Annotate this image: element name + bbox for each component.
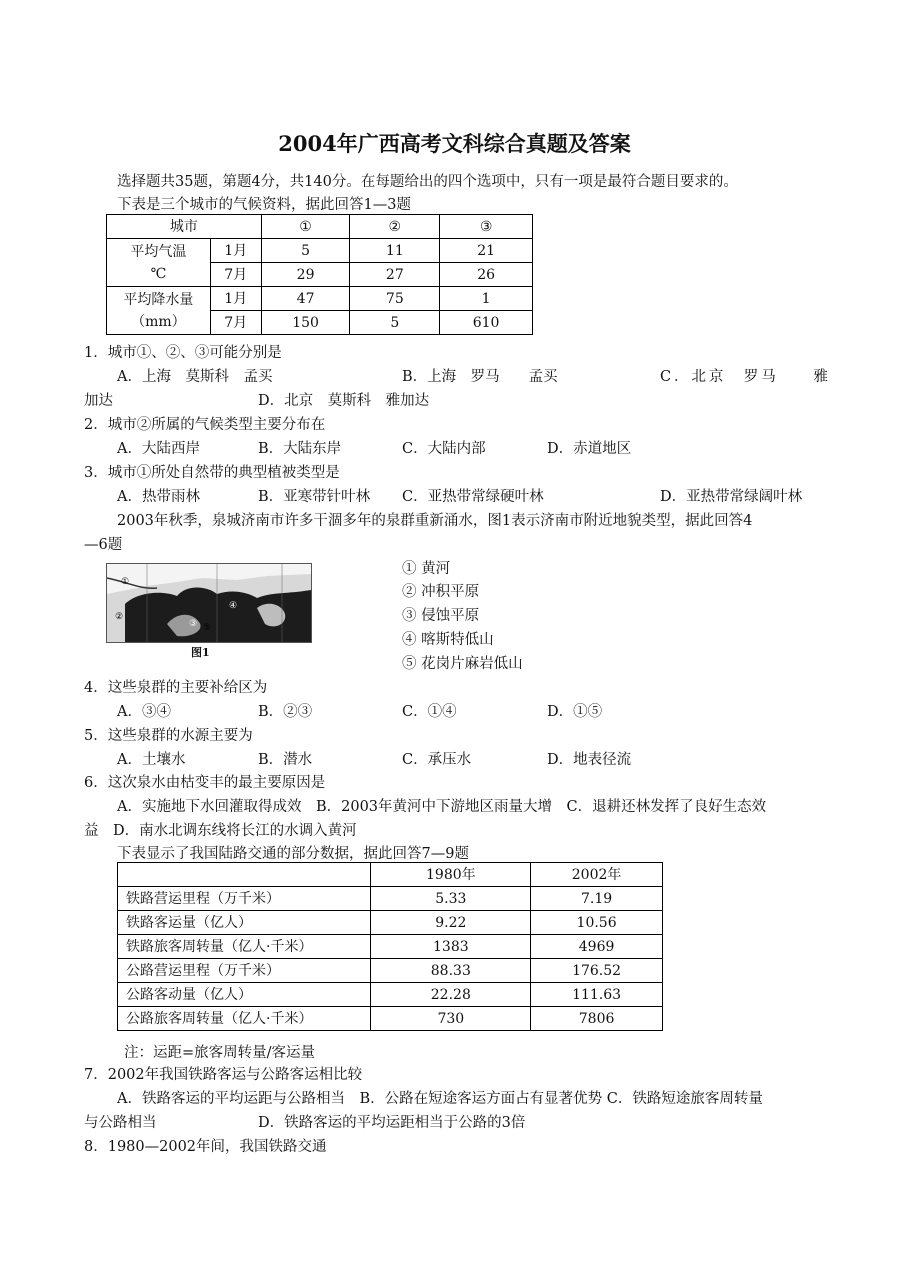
label-line: ℃ xyxy=(150,265,167,282)
row-label-temp xyxy=(107,239,211,287)
q6-stem: 6．这次泉水由枯变丰的最主要原因是 xyxy=(84,775,326,791)
month-cell: 1月 xyxy=(210,239,261,263)
table-cell: 610 xyxy=(440,311,533,335)
table-cell: 铁路客运量（亿人） xyxy=(118,911,371,935)
table-header-cell: ① xyxy=(261,215,350,239)
q4-option-d: D．①⑤ xyxy=(547,704,603,720)
table-header-cell xyxy=(118,863,371,887)
legend-item: ③ 侵蚀平原 xyxy=(402,608,480,624)
table-header-cell: 城市 xyxy=(107,215,262,239)
map-mark: ① xyxy=(121,577,130,587)
q8-stem: 8．1980—2002年间，我国铁路交通 xyxy=(84,1139,327,1155)
q5-option-d: D．地表径流 xyxy=(547,752,632,768)
q3-option-d: D．亚热带常绿阔叶林 xyxy=(660,489,803,505)
q5-option-a: A．土壤水 xyxy=(117,752,186,768)
q5-option-b: B．潜水 xyxy=(258,752,313,768)
legend-item: ① 黄河 xyxy=(402,561,451,577)
table-cell: 88.33 xyxy=(371,959,531,983)
table-cell: 1 xyxy=(440,287,533,311)
q5-stem: 5．这些泉群的水源主要为 xyxy=(84,728,253,744)
label-line: 平均降水量 xyxy=(123,291,194,308)
table-cell: 26 xyxy=(440,263,533,287)
table-header-cell: ③ xyxy=(440,215,533,239)
table-cell: 47 xyxy=(261,287,350,311)
label-line: （mm） xyxy=(131,313,186,330)
q3-option-c: C．亚热带常绿硬叶林 xyxy=(402,489,544,505)
q2-option-b: B．大陆东岸 xyxy=(258,441,342,457)
q2-option-a: A．大陆西岸 xyxy=(117,441,200,457)
table-header-row xyxy=(107,215,533,239)
table-row xyxy=(118,935,663,959)
q3-stem: 3．城市①所处自然带的典型植被类型是 xyxy=(84,465,340,481)
table-cell: 5 xyxy=(350,311,440,335)
table-cell: 11 xyxy=(350,239,440,263)
q7-option-d: D．铁路客运的平均运距相当于公路的3倍 xyxy=(258,1115,526,1131)
row-label-rain xyxy=(107,287,211,335)
map-mark: ④ xyxy=(229,601,238,611)
table1-intro: 下表是三个城市的气候资料，据此回答1—3题 xyxy=(117,197,411,213)
page-title: 2004年广西高考文科综合真题及答案 xyxy=(278,131,631,156)
table-header-row xyxy=(118,863,663,887)
table-cell: 公路旅客周转量（亿人·千米） xyxy=(118,1007,371,1031)
table-header-cell: 1980年 xyxy=(371,863,531,887)
landform-map-graphic xyxy=(107,564,311,642)
q2-option-c: C．大陆内部 xyxy=(402,441,486,457)
table-cell: 1383 xyxy=(371,935,531,959)
table-row xyxy=(118,983,663,1007)
table-cell: 5.33 xyxy=(371,887,531,911)
q6-options-line2: 益 D．南水北调东线将长江的水调入黄河 xyxy=(84,823,357,839)
q2-option-d: D．赤道地区 xyxy=(547,441,632,457)
table-cell: 27 xyxy=(350,263,440,287)
q7-options-line1: A．铁路客运的平均运距与公路相当 B．公路在短途客运方面占有显著优势 C．铁路短途旅客周转量 xyxy=(117,1091,763,1107)
q4-stem: 4．这些泉群的主要补给区为 xyxy=(84,680,268,696)
table-row xyxy=(107,239,533,263)
q7-option-a-cont: 与公路相当 xyxy=(84,1115,157,1131)
table-row xyxy=(107,287,533,311)
table-row xyxy=(118,959,663,983)
table-row xyxy=(118,887,663,911)
table-cell: 29 xyxy=(261,263,350,287)
map-caption: 图1 xyxy=(191,646,210,659)
table-cell: 铁路营运里程（万千米） xyxy=(118,887,371,911)
legend-item: ② 冲积平原 xyxy=(402,584,480,600)
q7-stem: 7．2002年我国铁路客运与公路客运相比较 xyxy=(84,1067,363,1083)
q1-option-c: C．北京 罗马 雅 xyxy=(660,369,828,385)
table-cell: 公路营运里程（万千米） xyxy=(118,959,371,983)
label-line: 平均气温 xyxy=(130,243,187,260)
q4-option-c: C．①④ xyxy=(402,704,457,720)
map-mark: ⑤ xyxy=(203,623,212,633)
month-cell: 7月 xyxy=(210,311,261,335)
table-cell: 公路客动量（亿人） xyxy=(118,983,371,1007)
landform-map xyxy=(106,563,312,643)
q5-option-c: C．承压水 xyxy=(402,752,472,768)
transport-table xyxy=(117,862,663,1031)
table-cell: 4969 xyxy=(531,935,663,959)
map-mark: ② xyxy=(115,612,124,622)
table-header-cell: ② xyxy=(350,215,440,239)
table-cell: 7.19 xyxy=(531,887,663,911)
table-cell: 22.28 xyxy=(371,983,531,1007)
legend-item: ⑤ 花岗片麻岩低山 xyxy=(402,656,523,672)
month-cell: 7月 xyxy=(210,263,261,287)
month-cell: 1月 xyxy=(210,287,261,311)
intro-text: 选择题共35题，第题4分，共140分。在每题给出的四个选项中，只有一项是最符合题目要求的。 xyxy=(117,174,738,190)
table-cell: 111.63 xyxy=(531,983,663,1007)
table-cell: 730 xyxy=(371,1007,531,1031)
q3-option-a: A．热带雨林 xyxy=(117,489,200,505)
q1-option-c-cont: 加达 xyxy=(84,393,113,409)
table2-intro: 下表显示了我国陆路交通的部分数据，据此回答7—9题 xyxy=(117,846,469,862)
q4-option-b: B．②③ xyxy=(258,704,313,720)
passage-2-text: 2003年秋季，泉城济南市许多干涸多年的泉群重新涌水，图1表示济南市附近地貌类型，据此回答4 xyxy=(117,513,753,529)
table-cell: 150 xyxy=(261,311,350,335)
legend-item: ④ 喀斯特低山 xyxy=(402,632,494,648)
q4-option-a: A．③④ xyxy=(117,704,171,720)
climate-table xyxy=(106,214,533,335)
table-cell: 176.52 xyxy=(531,959,663,983)
table-cell: 9.22 xyxy=(371,911,531,935)
map-mark: ③ xyxy=(189,619,198,629)
q1-stem: 1．城市①、②、③可能分别是 xyxy=(84,345,282,361)
q1-option-b: B．上海 罗马 孟买 xyxy=(402,369,558,385)
table-cell: 75 xyxy=(350,287,440,311)
table-header-cell: 2002年 xyxy=(531,863,663,887)
q3-option-b: B．亚寒带针叶林 xyxy=(258,489,371,505)
q6-options-line1: A．实施地下水回灌取得成效 B．2003年黄河中下游地区雨量大增 C．退耕还林发挥了良好生态效 xyxy=(117,799,767,815)
table-cell: 7806 xyxy=(531,1007,663,1031)
table-cell: 5 xyxy=(261,239,350,263)
table-row xyxy=(118,1007,663,1031)
table-cell: 铁路旅客周转量（亿人·千米） xyxy=(118,935,371,959)
passage-2-text-cont: —6题 xyxy=(84,537,123,553)
q1-option-a: A．上海 莫斯科 孟买 xyxy=(117,369,273,385)
table-cell: 21 xyxy=(440,239,533,263)
table-cell: 10.56 xyxy=(531,911,663,935)
q2-stem: 2．城市②所属的气候类型主要分布在 xyxy=(84,417,326,433)
table2-note: 注：运距=旅客周转量/客运量 xyxy=(124,1045,316,1061)
q1-option-d: D．北京 莫斯科 雅加达 xyxy=(258,393,430,409)
table-row xyxy=(118,911,663,935)
